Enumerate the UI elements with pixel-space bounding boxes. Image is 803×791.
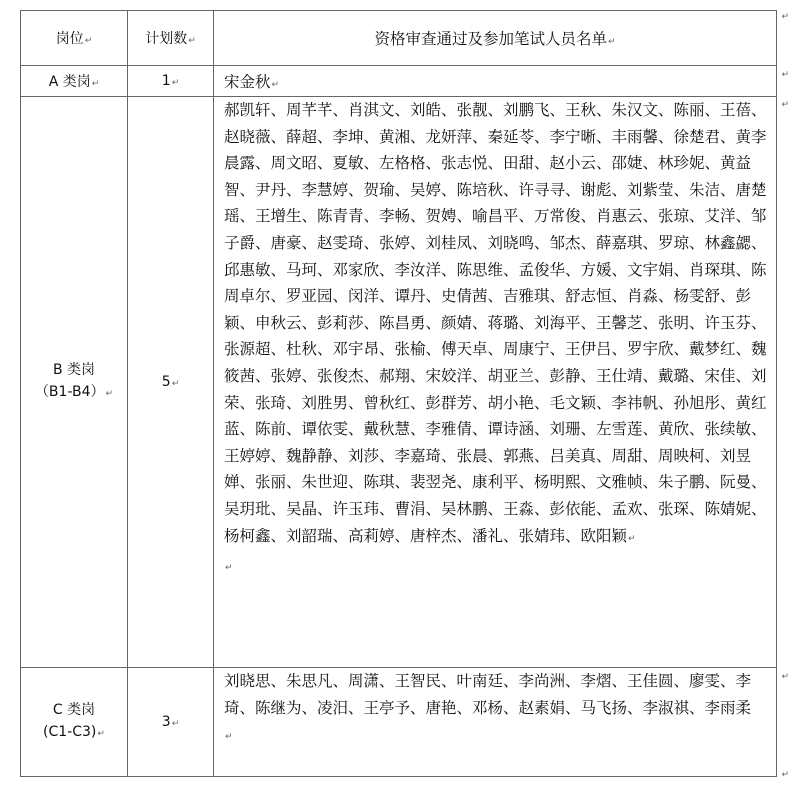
candidate-table bbox=[20, 10, 777, 777]
row-end-mark: ↵ bbox=[781, 770, 789, 780]
cell-end-mark: ↵ bbox=[171, 719, 180, 729]
names-cell: 刘晓思、朱思凡、周潇、王智民、叶南廷、李尚洲、李熠、王佳圆、廖雯、李琦、陈继为、凌汨、王亭予、唐艳、邓杨、赵素娟、马飞扬、李淑祺、李雨柔 ↵ bbox=[214, 668, 777, 777]
cell-end-mark: ↵ bbox=[271, 80, 280, 90]
cell-end-mark: ↵ bbox=[171, 78, 180, 88]
cell-end-mark: ↵ bbox=[97, 729, 105, 739]
names-cell: 郝凯轩、周芊芊、肖淇文、刘皓、张靓、刘鹏飞、王秋、朱汉文、陈丽、王蓓、赵晓薇、薛超、李坤、黄湘、龙妍萍、秦延苓、李宁晰、丰雨馨、徐楚君、黄李晨露、周文昭、夏敏、左格格、张志悦、田甜、赵小云、邵婕、林珍妮、黄益智、尹丹、李慧婷、贺瑜、吴婷、陈培秋、许寻寻、谢彪、刘紫莹、朱洁、唐楚瑶、王增生、陈青青、李畅、贺娉、喻昌平、万常俊、肖惠云、张琼、艾洋、邹子爵、唐豪、赵雯琦、张婷、刘桂凤、刘晓鸣、邹杰、薛嘉琪、罗琼、林鑫勰、邱惠敏、马珂、邓家欣、李汝洋、陈思维、孟俊华、方媛、文宇娟、肖琛琪、陈周卓尔、罗亚园、闵洋、谭丹、史倩茜、吉雅琪、舒志恒、肖淼、杨雯舒、彭颖、申秋云、彭莉莎、陈昌勇、颜婧、蒋璐、刘海平、王馨芝、张明、许玉芬、张源超、杜秋、邓宇昂、张榆、傅天卓、周康宁、王伊吕、罗宇欣、戴梦红、魏筱茜、张婷、张俊杰、郝翔、宋姣洋、胡亚兰、彭静、王仕靖、戴璐、宋佳、刘荣、张琦、刘胜男、曾秋红、彭群芳、胡小艳、毛文颖、李祎帆、孙旭彤、黄红蓝、陈前、谭依雯、戴秋慧、李雅倩、谭诗涵、刘珊、左雪莲、黄欣、张续敏、王婷婷、魏静静、刘莎、李嘉琦、张晨、郭燕、吕美真、周甜、周映柯、刘昱婵、张丽、朱世迎、陈琪、裴翌尧、康利平、杨明熙、文雅帧、朱子鹏、阮曼、吴玥玭、吴晶、许玉玮、曹涓、吴林鹏、王淼、彭依能、孟欢、张琛、陈婧妮、杨柯鑫、刘韶瑞、高莉婷、唐梓杰、潘礼、张婧玮、欧阳颖↵ ↵ bbox=[214, 97, 777, 668]
cell-end-mark: ↵ bbox=[171, 379, 180, 389]
names-cell: 宋金秋↵ bbox=[214, 66, 777, 97]
cell-end-mark: ↵ bbox=[628, 533, 636, 544]
row-end-mark: ↵ bbox=[781, 672, 789, 682]
header-row bbox=[21, 11, 777, 66]
plan-cell: 1↵ bbox=[128, 66, 214, 97]
plan-cell: 5↵ bbox=[128, 97, 214, 668]
cell-end-mark: ↵ bbox=[188, 36, 196, 46]
cell-end-mark: ↵ bbox=[91, 79, 100, 89]
table-row bbox=[21, 66, 777, 97]
position-cell: B 类岗 （B1-B4）↵ bbox=[21, 97, 128, 668]
header-position: 岗位↵ bbox=[21, 11, 128, 66]
row-end-mark: ↵ bbox=[781, 100, 789, 110]
cell-end-mark: ↵ bbox=[607, 37, 616, 47]
cell-end-mark: ↵ bbox=[105, 389, 114, 399]
table-row bbox=[21, 668, 777, 777]
position-cell: C 类岗 (C1-C3)↵ bbox=[21, 668, 128, 777]
plan-cell: 3↵ bbox=[128, 668, 214, 777]
position-cell: A 类岗↵ bbox=[21, 66, 128, 97]
table-row bbox=[21, 97, 777, 668]
row-end-mark: ↵ bbox=[781, 70, 789, 80]
cell-end-mark: ↵ bbox=[84, 36, 93, 46]
header-plan: 计划数↵ bbox=[128, 11, 214, 66]
paragraph-mark: ↵ bbox=[225, 563, 233, 574]
row-end-mark: ↵ bbox=[781, 12, 789, 22]
header-list: 资格审查通过及参加笔试人员名单↵ bbox=[214, 11, 777, 66]
paragraph-mark: ↵ bbox=[225, 732, 233, 743]
